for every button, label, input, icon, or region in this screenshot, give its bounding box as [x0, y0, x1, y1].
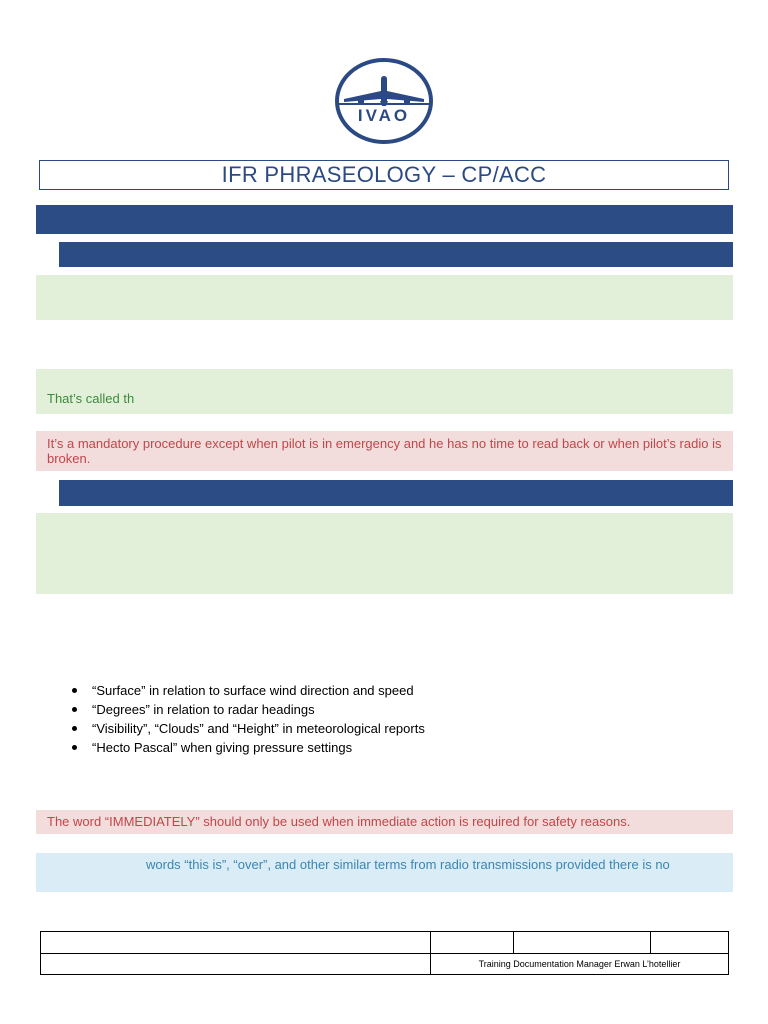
page-title: IFR PHRASEOLOGY – CP/ACC	[39, 160, 729, 190]
blue-info-text: words “this is”, “over”, and other similar terms from radio transmissions provided there is no	[146, 857, 670, 872]
list-item: “Visibility”, “Clouds” and “Height” in meteorological reports	[70, 719, 425, 738]
footer-author: Training Documentation Manager Erwan L’hotellier	[431, 953, 729, 975]
bullet-list	[70, 681, 425, 757]
footer-cell	[431, 932, 514, 954]
green-note-box-readback	[36, 369, 733, 414]
pink-warning-box-immediately	[36, 810, 733, 834]
green-note-box	[36, 275, 733, 320]
list-item: “Hecto Pascal” when giving pressure settings	[70, 738, 425, 757]
blue-info-box	[36, 853, 733, 892]
section-heading-bar	[36, 205, 733, 234]
subsection-heading-bar-2	[59, 480, 733, 506]
footer-cell	[41, 932, 431, 954]
pink-warning-box	[36, 431, 733, 471]
footer-table	[40, 931, 729, 975]
pink-warning-text: It’s a mandatory procedure except when pilot is in emergency and he has no time to read back or when pilot’s radio is broken.	[47, 436, 722, 466]
list-item: “Surface” in relation to surface wind direction and speed	[70, 681, 425, 700]
subsection-heading-bar	[59, 242, 733, 267]
ivao-logo	[334, 57, 434, 147]
footer-cell	[651, 932, 729, 954]
green-note-text: That’s called th	[47, 391, 135, 406]
svg-text:IVAO: IVAO	[357, 106, 411, 125]
pink-warning-text: The word “IMMEDIATELY” should only be used when immediate action is required for safety reasons.	[47, 814, 631, 829]
list-item: “Degrees” in relation to radar headings	[70, 700, 425, 719]
footer-cell	[41, 953, 431, 975]
footer-cell	[514, 932, 651, 954]
green-note-box-2	[36, 513, 733, 594]
